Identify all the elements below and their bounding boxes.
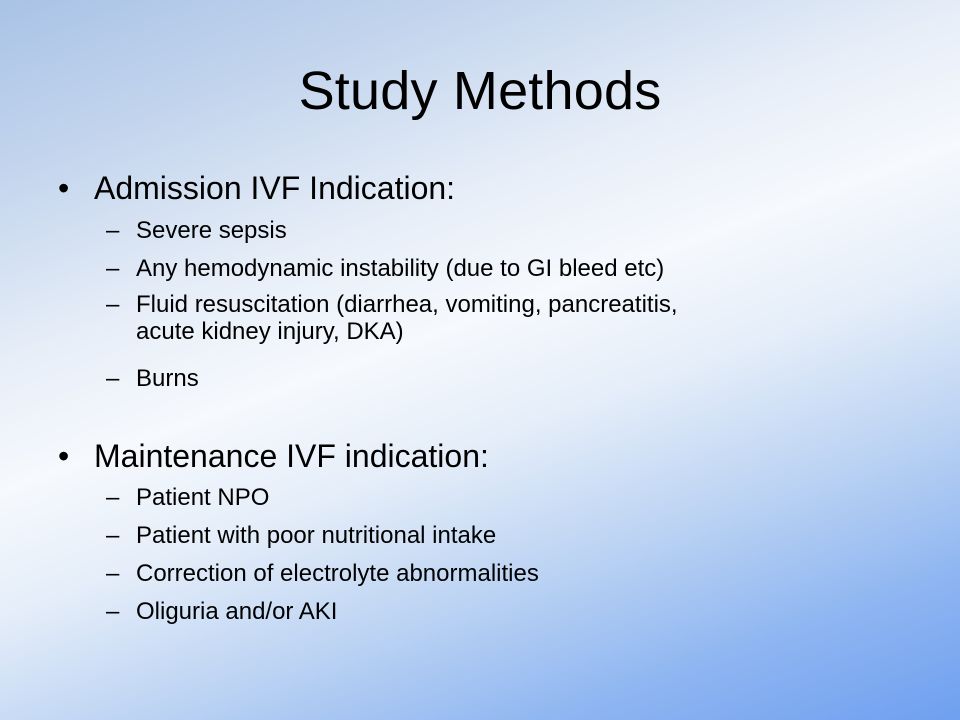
bullet-heading: Maintenance IVF indication: <box>94 438 489 474</box>
bullet-admission-ivf <box>58 168 455 208</box>
dash-icon: – <box>106 484 120 511</box>
dash-icon: – <box>106 255 120 282</box>
sub-item-oliguria <box>106 598 337 625</box>
dash-icon: – <box>106 598 120 625</box>
bullet-maintenance-ivf <box>58 436 489 476</box>
sub-item-text: Burns <box>136 365 199 392</box>
dash-icon: – <box>106 522 120 549</box>
sub-item-burns <box>106 365 199 392</box>
sub-item-text: Oliguria and/or AKI <box>136 598 338 625</box>
sub-item-text: Patient NPO <box>136 484 270 511</box>
sub-item-text: Patient with poor nutritional intake <box>136 522 497 549</box>
dash-icon: – <box>106 291 120 318</box>
sub-item-text: Any hemodynamic instability (due to GI bleed etc) <box>136 255 665 282</box>
sub-item-text: Correction of electrolyte abnormalities <box>136 560 539 587</box>
sub-item-text: Fluid resuscitation (diarrhea, vomiting, pancreatitis, <box>136 291 678 318</box>
sub-item-electrolytes <box>106 560 539 587</box>
dash-icon: – <box>106 365 120 392</box>
sub-item-text-continued: acute kidney injury, DKA) <box>136 318 404 345</box>
bullet-icon: • <box>58 438 70 474</box>
sub-item-hemodynamic <box>106 255 664 282</box>
dash-icon: – <box>106 560 120 587</box>
sub-item-fluid-resuscitation <box>106 291 678 345</box>
sub-item-poor-intake <box>106 522 496 549</box>
sub-item-patient-npo <box>106 484 269 511</box>
sub-item-severe-sepsis <box>106 217 287 244</box>
dash-icon: – <box>106 217 120 244</box>
slide-title: Study Methods <box>298 61 662 121</box>
sub-item-text: Severe sepsis <box>136 217 287 244</box>
bullet-icon: • <box>58 170 70 206</box>
bullet-heading: Admission IVF Indication: <box>94 170 456 206</box>
